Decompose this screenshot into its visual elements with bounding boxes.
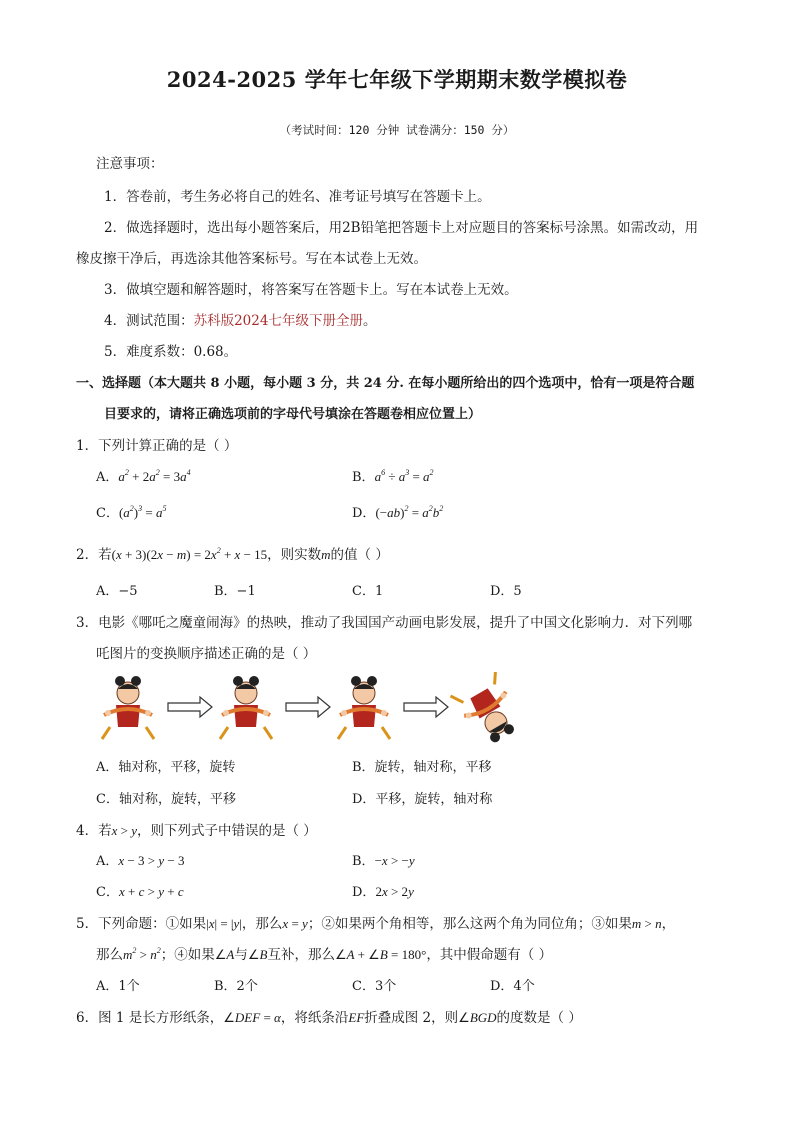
q2-option-b: B．−1	[214, 584, 256, 599]
q5-stem-1: 5．下列命题：①如果|x| = |y|，那么x = y；②如果两个角相等，那么这两个角为同位角；③如果m > n，	[76, 916, 676, 932]
nezha-figure-3	[338, 676, 390, 739]
q1-stem: 1．下列计算正确的是（ ）	[76, 438, 238, 454]
arrow-3	[404, 697, 448, 717]
note-5: 5．难度系数：0.68。	[104, 344, 238, 360]
q5-option-c: C．3个	[352, 979, 397, 994]
q4-option-b: B．−x > −y	[352, 853, 415, 869]
q2-option-d: D．5	[490, 584, 522, 599]
q3-option-c: C．轴对称，旋转，平移	[96, 792, 236, 807]
nezha-figure-1	[102, 676, 154, 739]
arrow-1	[168, 697, 212, 717]
q3-stem-1: 3．电影《哪吒之魔童闹海》的热映，推动了我国国产动画电影发展，提升了中国文化影响力．对下列哪	[76, 615, 693, 631]
q3-stem-2: 吒图片的变换顺序描述正确的是（ ）	[96, 646, 317, 662]
q4-option-c: C．x + c > y + c	[96, 884, 184, 900]
q4-option-a: A．x − 3 > y − 3	[96, 853, 185, 869]
notes-heading: 注意事项：	[96, 156, 164, 172]
nezha-figure-2	[220, 676, 272, 739]
q3-figure	[96, 672, 526, 746]
q5-option-b: B．2个	[214, 979, 258, 994]
q3-option-b: B．旋转，轴对称，平移	[352, 760, 492, 775]
section-heading-cont: 目要求的，请将正确选项前的字母代号填涂在答题卷相应位置上）	[104, 407, 482, 422]
nezha-figure-4	[450, 672, 526, 746]
q1-option-b: B．$a^6 \div a^3 = a^2$	[352, 468, 434, 485]
q5-option-a: A．1个	[96, 979, 140, 994]
arrow-2	[286, 697, 330, 717]
note-4	[104, 309, 376, 329]
q3-option-a: A．轴对称，平移，旋转	[96, 760, 236, 775]
q2-stem: 2．若$(x + 3)(2x - m) = 2x^2 + x - 15$，则实数m的值（ ）	[76, 546, 389, 563]
exam-subtitle: （考试时间：120 分钟 试卷满分：150 分）	[279, 123, 515, 137]
q2-option-a: A．−5	[96, 584, 138, 599]
note-2: 2．做选择题时，选出每小题答案后，用2B铅笔把答题卡上对应题目的答案标号涂黑。如需改动，用	[104, 220, 699, 236]
note-4-suffix: 。	[362, 313, 377, 329]
q1-option-a: A．$a^2 + 2a^2 = 3a^4$	[96, 468, 191, 485]
q5-option-d: D．4个	[490, 979, 535, 994]
q3-option-d: D．平移，旋转，轴对称	[352, 792, 493, 807]
exam-title: 2024-2025 学年七年级下学期期末数学模拟卷	[166, 67, 628, 92]
q2-option-c: C．1	[352, 584, 384, 599]
q1-option-d: D．$(-ab)^2 = a^2b^2$	[352, 504, 444, 521]
test-scope: 苏科版2024七年级下册全册	[193, 313, 363, 329]
q4-stem: 4．若x > y，则下列式子中错误的是（ ）	[76, 823, 317, 839]
q4-option-d: D．2x > 2y	[352, 884, 414, 900]
note-3: 3．做填空题和解答题时，将答案写在答题卡上。写在本试卷上无效。	[104, 282, 518, 298]
q6-stem: 6．图 1 是长方形纸条，∠DEF = α，将纸条沿EF折叠成图 2，则∠BGD的度数是（ ）	[76, 1010, 582, 1026]
note-2-cont: 橡皮擦干净后，再选涂其他答案标号。写在本试卷上无效。	[76, 251, 427, 267]
q1-option-c: C．$(a^2)^3 = a^5$	[96, 504, 167, 521]
section-heading: 一、选择题（本大题共 8 小题，每小题 3 分，共 24 分. 在每小题所给出的四个选项中，恰有一项是符合题	[76, 376, 695, 391]
note-1: 1．答卷前，考生务必将自己的姓名、准考证号填写在答题卡上。	[104, 189, 491, 205]
note-4-prefix: 4．测试范围：	[104, 313, 194, 329]
q5-stem-2: 那么$m^2 > n^2$；④如果∠A与∠B互补，那么∠A + ∠B = 180°，其中假命题有（ ）	[96, 946, 553, 963]
